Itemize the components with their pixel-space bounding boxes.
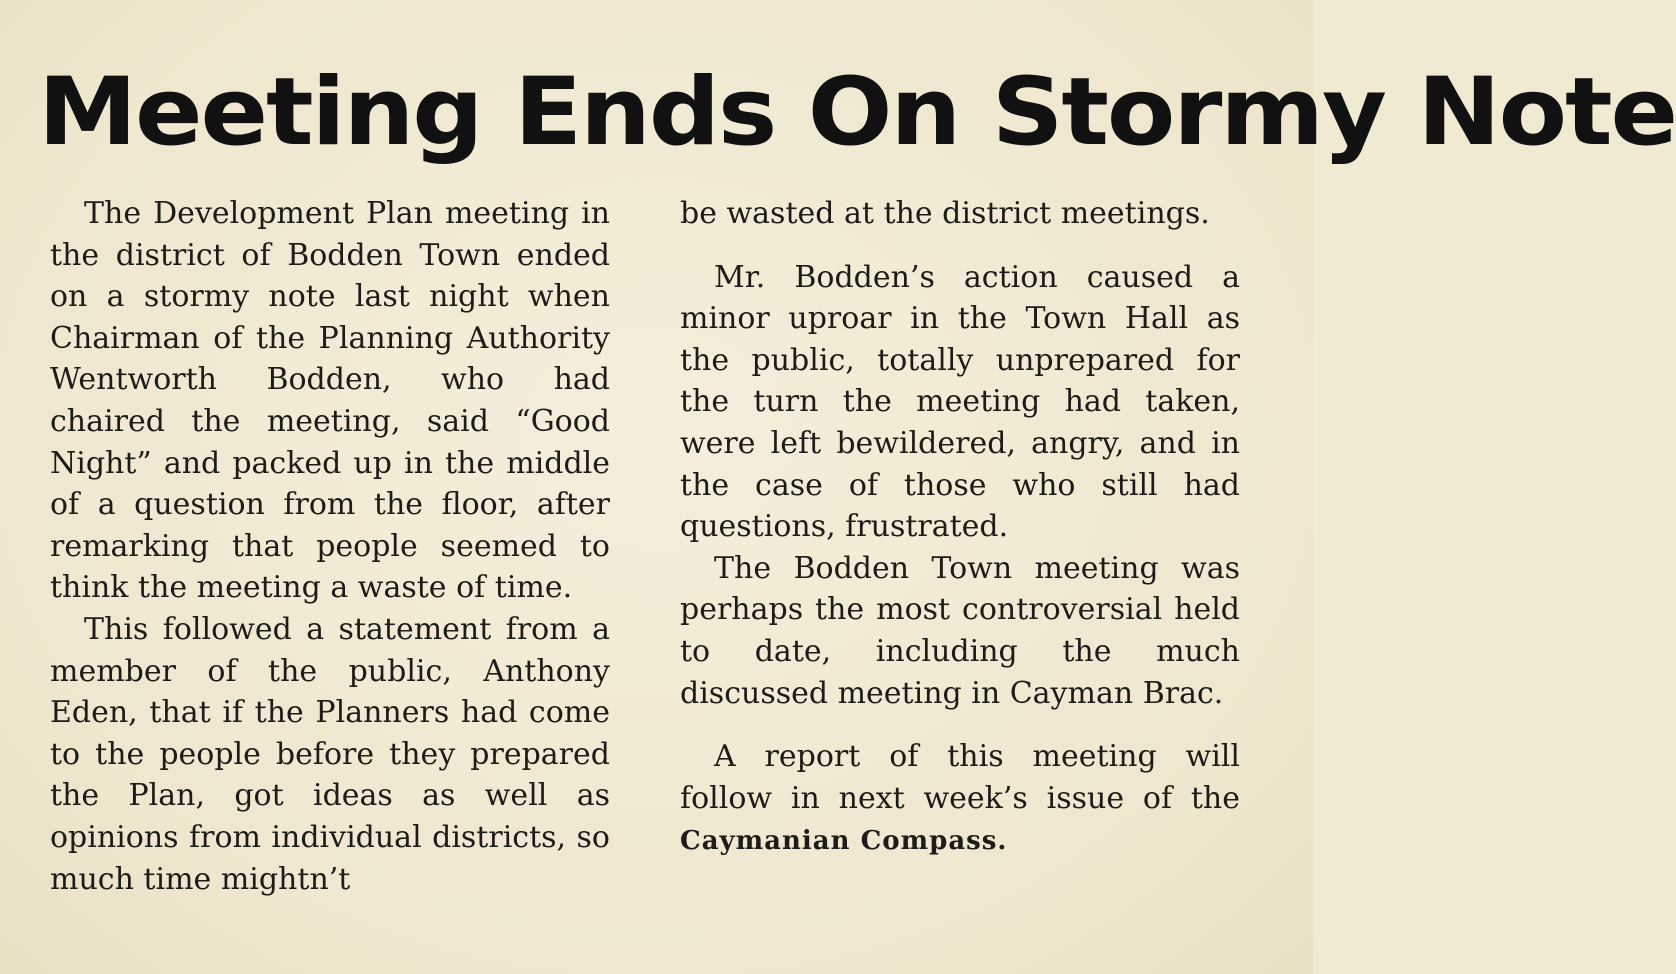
paragraph-3: Mr. Bodden’s action caused a minor uproar in the Town Hall as the public, totally unprepared for the turn the meeting had taken, were left bewildered, angry, and in the case of those who still had questions, frustrated.: [680, 259, 1240, 545]
newspaper-name: Caymanian Compass.: [680, 826, 1008, 857]
closing-text: A report of this meeting will follow in next week’s issue of the: [680, 739, 1240, 816]
article-column-left: [50, 193, 610, 900]
paragraph-1: The Development Plan meeting in the district of Bodden Town ended on a stormy note last night when Chairman of the Planning Authority Wentworth Bodden, who had chaired the meeting, said “Good Night” and packed up in the middle of a question from the floor, after remarking that people seemed to think the meeting a waste of time.: [50, 196, 610, 606]
paragraph-4: The Bodden Town meeting was perhaps the most controversial held to date, including the much discussed meeting in Cayman Brac.: [680, 550, 1240, 711]
article-column-right: [680, 193, 1240, 863]
paragraph-5: [680, 736, 1240, 863]
paragraph-continued: be wasted at the district meetings.: [680, 196, 1210, 231]
paragraph-2: This followed a statement from a member of the public, Anthony Eden, that if the Planners had come to the people before they prepared the Plan, got ideas as well as opinions from individual districts, so much time mightn’t: [50, 611, 610, 897]
headline: Meeting Ends On Stormy Note: [38, 58, 1676, 167]
